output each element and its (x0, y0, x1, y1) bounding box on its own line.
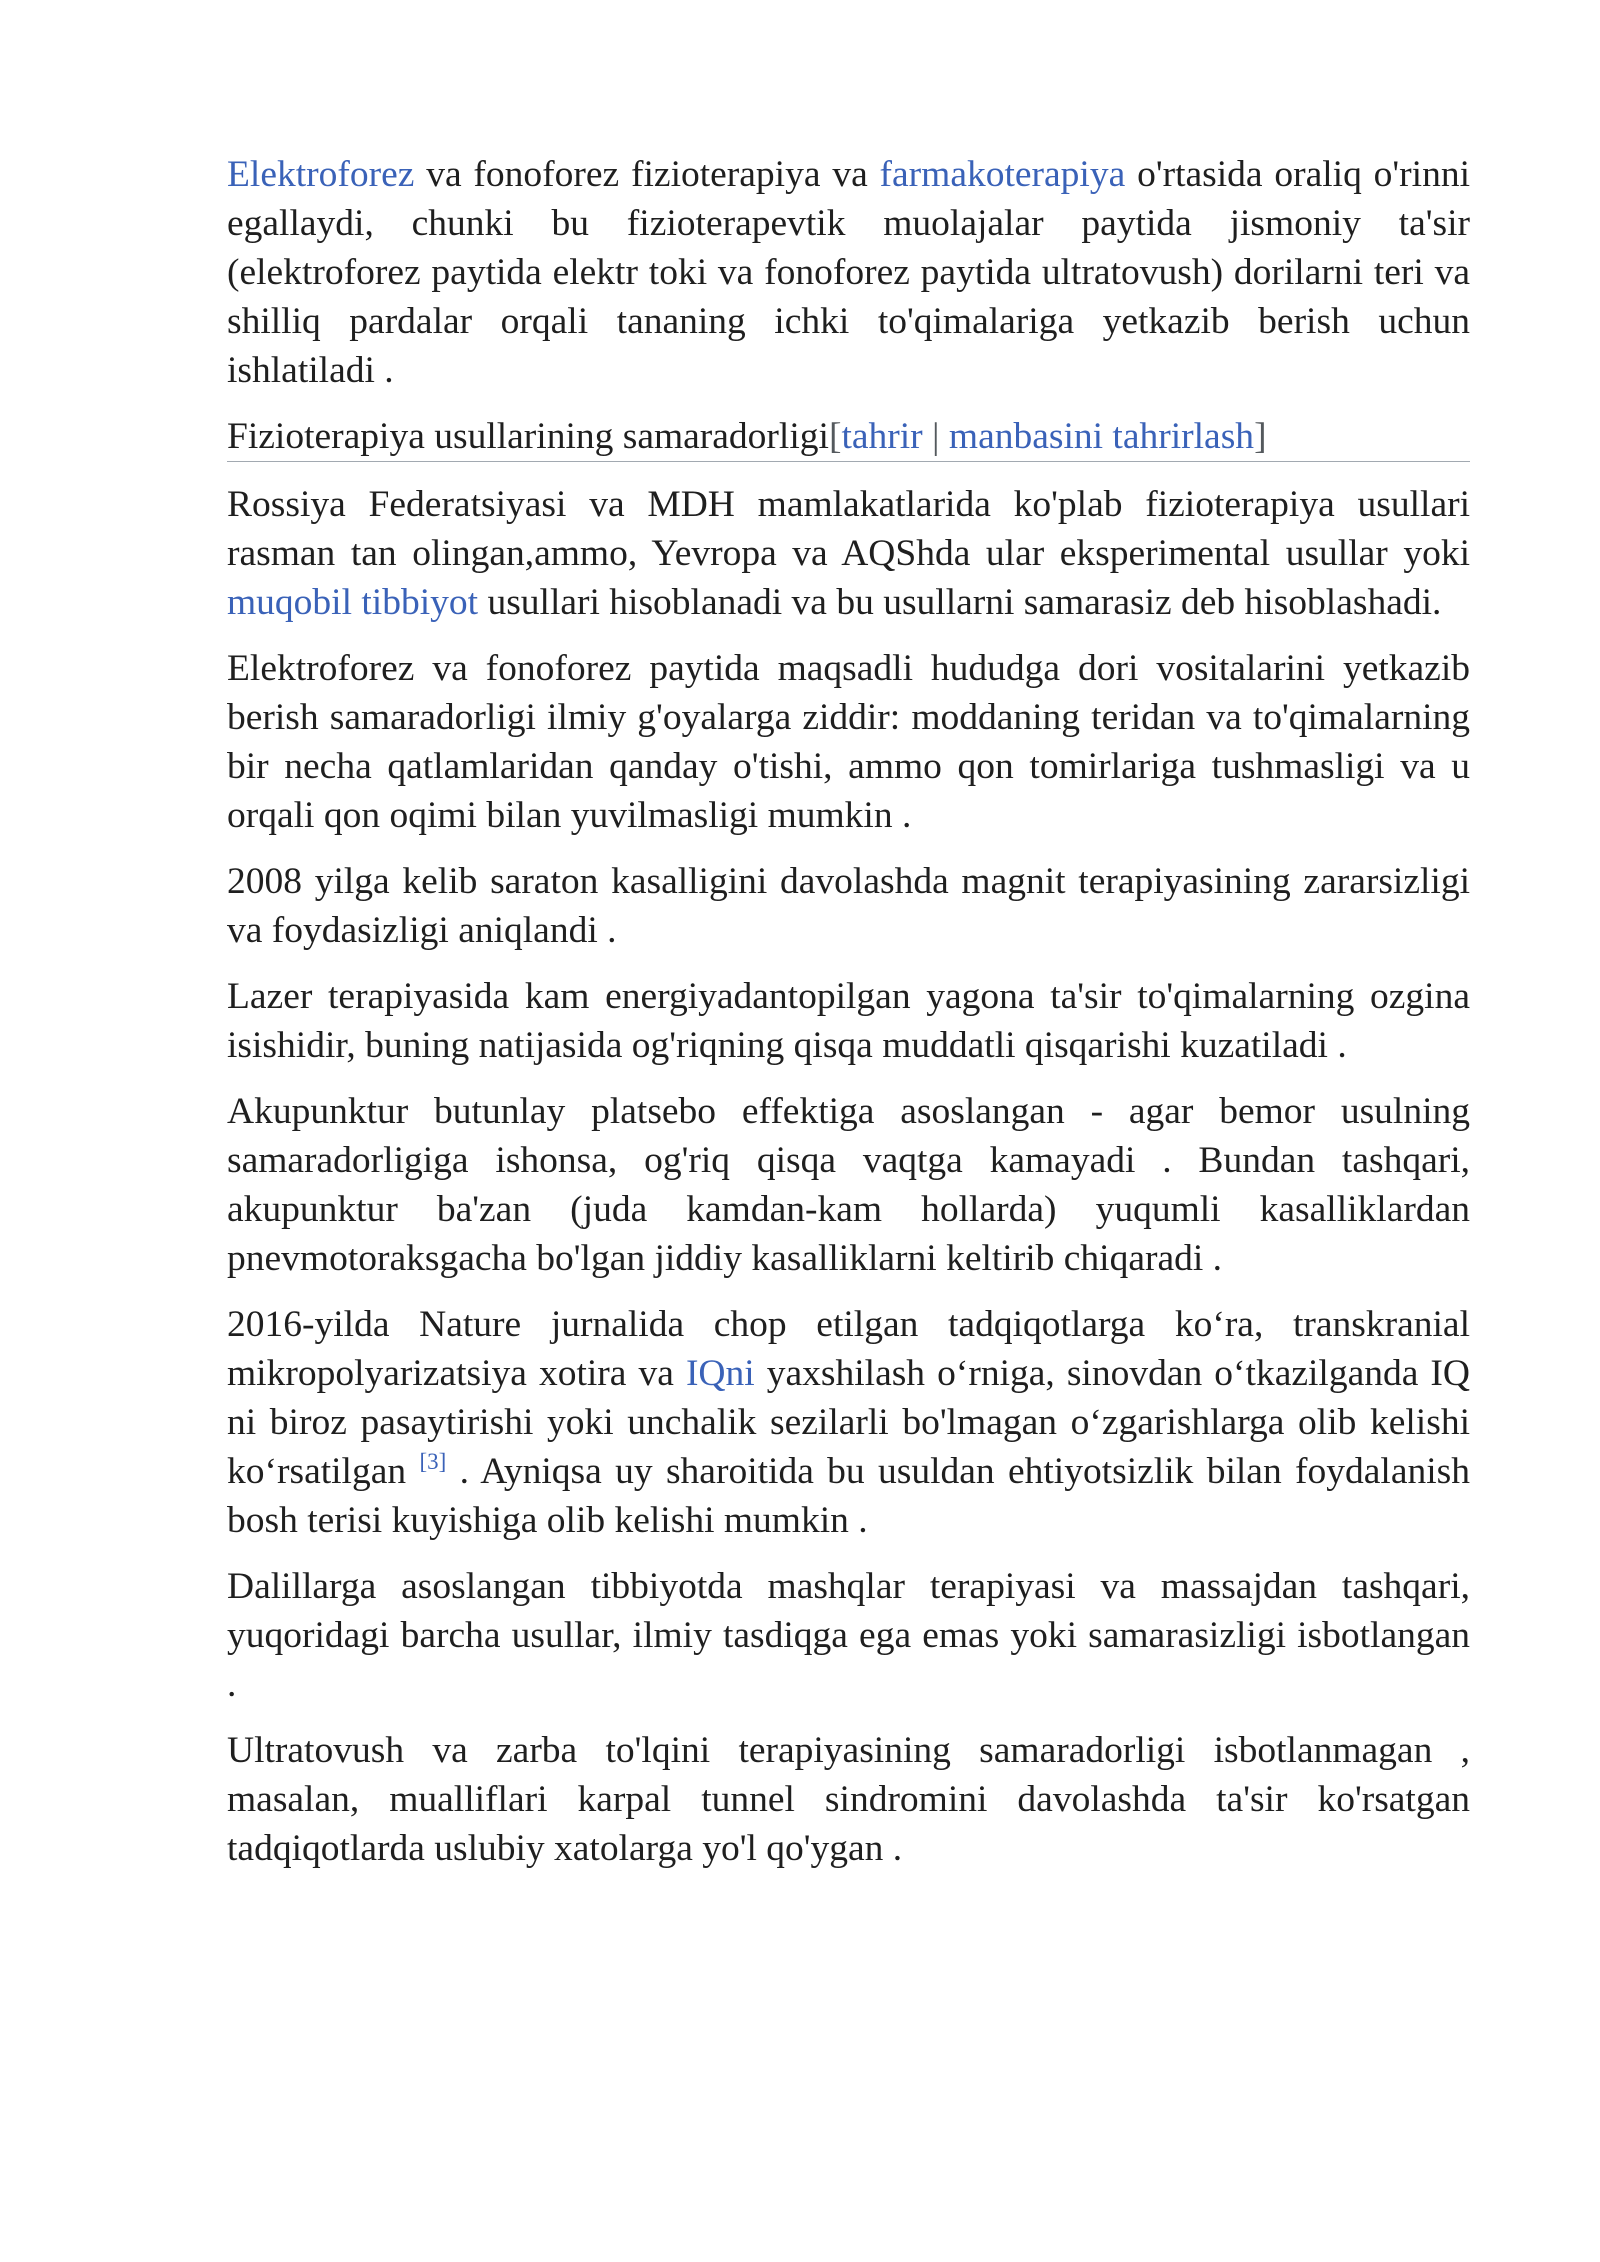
link-elektroforez[interactable]: Elektroforez (227, 154, 415, 195)
paragraph-recognition (227, 480, 1470, 627)
paragraph-acupuncture: Akupunktur butunlay platsebo effektiga asoslangan - agar bemor usulning samaradorligiga ishonsa, og'riq qisqa vaqtga kamayadi . Bundan tashqari, akupunktur ba'zan (juda kamdan-kam hollarda) yuqumli kasalliklardan pnevmotoraksgacha bo'lgan jiddiy kasalliklarni keltirib chiqaradi . (227, 1091, 1470, 1279)
paragraph-electrophoresis: Elektroforez va fonoforez paytida maqsadli hududga dori vositalarini yetkazib berish samaradorligi ilmiy g'oyalarga ziddir: moddaning teridan va to'qimalarning bir necha qatlamlaridan qanday o'tishi, ammo qon tomirlariga tushmasligi va u orqali qon oqimi bilan yuvilmasligi mumkin . (227, 648, 1470, 836)
link-farmakoterapiya[interactable]: farmakoterapiya (879, 154, 1126, 195)
document-page (227, 150, 1470, 1890)
section-title: Fizioterapiya usullarining samaradorligi (227, 416, 829, 457)
edit-bracket-open: [ (828, 416, 842, 457)
paragraph-intro (227, 150, 1470, 395)
edit-bracket-close: ] (1254, 416, 1267, 457)
link-muqobil-tibbiyot[interactable]: muqobil tibbiyot (227, 582, 479, 623)
paragraph-text: yaxshilash oʻrniga, sinovdan oʻtkazilganda IQ ni biroz pasaytirishi yoki unchalik sezilarli bo'lmagan oʻzgarishlarga olib kelishi koʻrsatilgan (227, 1353, 1470, 1492)
reference-3[interactable]: [3] (419, 1449, 447, 1474)
link-iq[interactable]: IQni (685, 1353, 755, 1394)
paragraph-text: usullari hisoblanadi va bu usullarni samarasiz deb hisoblashadi. (478, 582, 1442, 623)
paragraph-text: 2016-yilda Nature jurnalida chop etilgan tadqiqotlarga koʻra, transkranial mikropolyarizatsiya xotira va (227, 1304, 1470, 1394)
paragraph-evidence-based: Dalillarga asoslangan tibbiyotda mashqlar terapiyasi va massajdan tashqari, yuqoridagi barcha usullar, ilmiy tasdiqga ega emas yoki samarasizligi isbotlangan . (227, 1566, 1470, 1705)
paragraph-text: va fonoforez fizioterapiya va (414, 154, 880, 195)
section-heading (227, 412, 1470, 462)
edit-source-link[interactable]: manbasini tahrirlash (948, 416, 1255, 457)
paragraph-text: o'rtasida oraliq o'rinni egallaydi, chunki bu fizioterapevtik muolajalar paytida jismoniy ta'sir (elektroforez paytida elektr toki va fonoforez paytida ultratovush) dorilarni teri va shilliq pardalar orqali tananing ichki to'qimalariga yetkazib berish uchun ishlatiladi . (227, 154, 1470, 391)
edit-separator: | (922, 416, 949, 457)
section-edit-links (829, 416, 1267, 457)
edit-link[interactable]: tahrir (841, 416, 923, 457)
paragraph-tdcs (227, 1300, 1470, 1545)
paragraph-ultrasound: Ultratovush va zarba to'lqini terapiyasining samaradorligi isbotlanmagan , masalan, mualliflari karpal tunnel sindromini davolashda ta'sir ko'rsatgan tadqiqotlarda uslubiy xatolarga yo'l qo'ygan . (227, 1730, 1470, 1869)
paragraph-laser-therapy: Lazer terapiyasida kam energiyadantopilgan yagona ta'sir to'qimalarning ozgina isishidir, buning natijasida og'riqning qisqa muddatli qisqarishi kuzatiladi . (227, 976, 1470, 1066)
paragraph-text: Rossiya Federatsiyasi va MDH mamlakatlarida ko'plab fizioterapiya usullari rasman tan olingan,ammo, Yevropa va AQShda ular eksperimental usullar yoki (227, 484, 1470, 574)
paragraph-text: . Ayniqsa uy sharoitida bu usuldan ehtiyotsizlik bilan foydalanish bosh terisi kuyishiga olib kelishi mumkin . (227, 1451, 1470, 1541)
paragraph-magnet-therapy: 2008 yilga kelib saraton kasalligini davolashda magnit terapiyasining zararsizligi va foydasizligi aniqlandi . (227, 861, 1470, 951)
